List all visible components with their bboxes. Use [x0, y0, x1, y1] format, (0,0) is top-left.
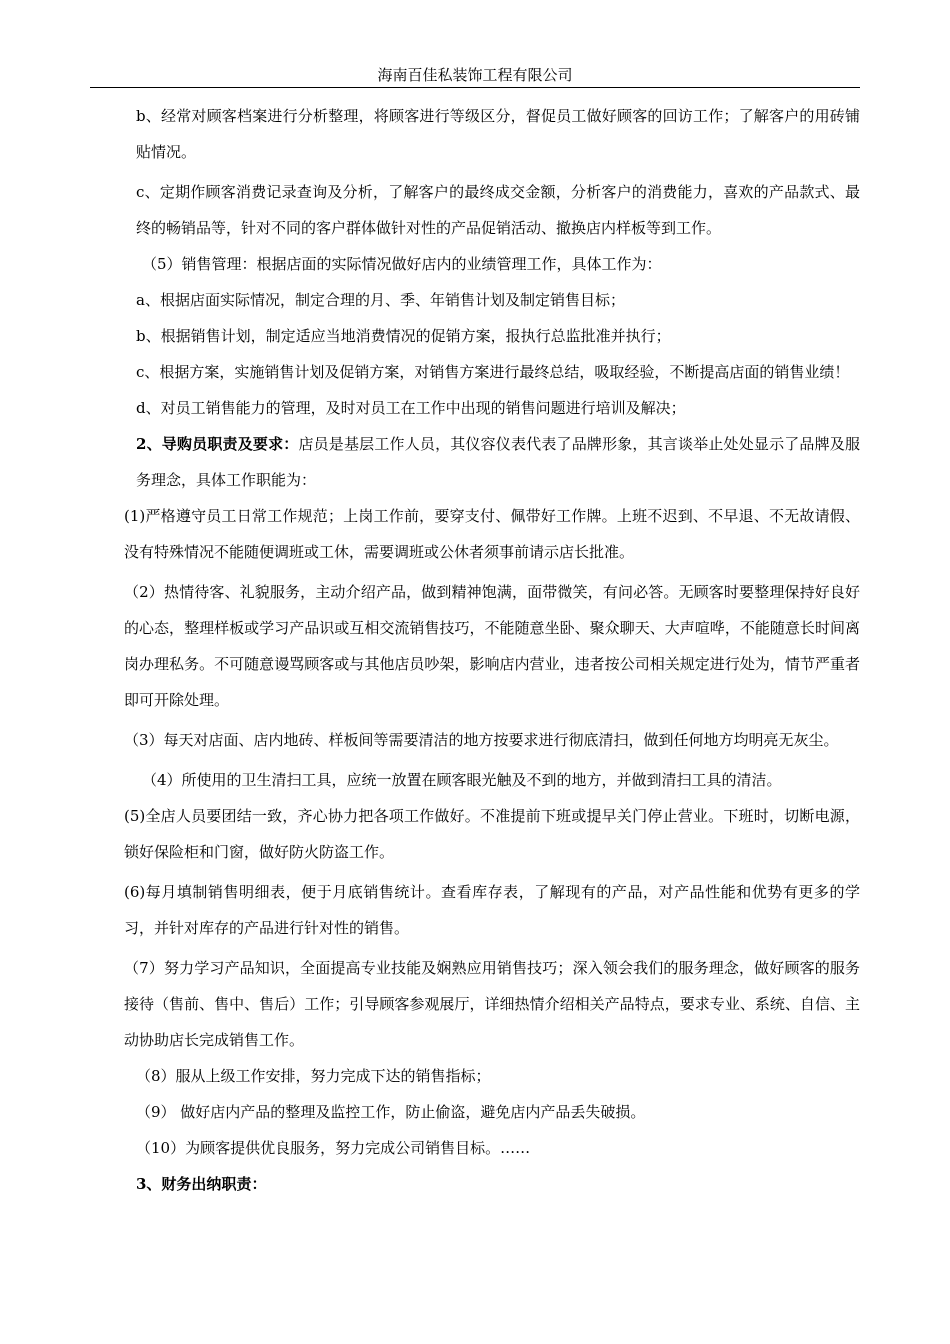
- paragraph-5-sales-management: （5）销售管理：根据店面的实际情况做好店内的业绩管理工作，具体工作为：: [142, 255, 662, 273]
- paragraph-b-customer-records: b、经常对顾客档案进行分析整理，将顾客进行等级区分，督促员工做好顾客的回访工作；了解客户的用砖铺贴情况。: [136, 107, 860, 161]
- section-heading-cashier: 3、财务出纳职责：: [136, 1175, 267, 1193]
- paragraph-2-service-attitude: （2）热情待客、礼貌服务，主动介绍产品，做到精神饱满，面带微笑，有问必答。无顾客时要整理保持好良好的心态，整理样板或学习产品识或互相交流销售技巧，不能随意坐卧、聚众聊天、大声喧哗，不能随意长时间离岗办理私务。不可随意谩骂顾客或与其他店员吵架，影响店内营业，违者按公司相关规定进行处为，情节严重者即可开除处理。: [124, 583, 860, 709]
- header-divider: [90, 87, 860, 88]
- paragraph-6-sales-report: (6)每月填制销售明细表，便于月底销售统计。查看库存表，了解现有的产品，对产品性能和优势有更多的学习，并针对库存的产品进行针对性的销售。: [124, 883, 860, 937]
- paragraph-3-cleaning: （3）每天对店面、店内地砖、样板间等需要清洁的地方按要求进行彻底清扫，做到任何地方均明亮无灰尘。: [124, 731, 839, 749]
- paragraph-a-sales-plan: a、根据店面实际情况，制定合理的月、季、年销售计划及制定销售目标；: [136, 291, 625, 309]
- paragraph-d-staff-training: d、对员工销售能力的管理，及时对员工在工作中出现的销售问题进行培训及解决；: [136, 399, 686, 417]
- section-intro-text: 店员是基层工作人员，其仪容仪表代表了品牌形象，其言谈举止处处显示了品牌及服务理念，具体工作职能为：: [136, 435, 860, 489]
- paragraph-5-teamwork: (5)全店人员要团结一致，齐心协力把各项工作做好。不准提前下班或提早关门停止营业。下班时，切断电源，锁好保险柜和门窗，做好防火防盗工作。: [124, 807, 860, 861]
- paragraph-4-cleaning-tools: （4）所使用的卫生清扫工具，应统一放置在顾客眼光触及不到的地方，并做到清扫工具的清洁。: [142, 771, 782, 789]
- paragraph-8-obey-arrangement: （8）服从上级工作安排，努力完成下达的销售指标；: [136, 1067, 491, 1085]
- document-body: [124, 98, 860, 1202]
- paragraph-1-work-rules: (1)严格遵守员工日常工作规范；上岗工作前，要穿支付、佩带好工作牌。上班不迟到、不早退、不无故请假、没有特殊情况不能随便调班或工休，需要调班或公休者须事前请示店长批准。: [124, 507, 860, 561]
- paragraph-7-product-knowledge: （7）努力学习产品知识，全面提高专业技能及娴熟应用销售技巧；深入领会我们的服务理念，做好顾客的服务接待（售前、售中、售后）工作；引导顾客参观展厅，详细热情介绍相关产品特点，要求专业、系统、自信、主动协助店长完成销售工作。: [124, 959, 860, 1049]
- paragraph-10-quality-service: （10）为顾客提供优良服务，努力完成公司销售目标。……: [136, 1139, 531, 1157]
- section-heading-shopping-guide: 2、导购员职责及要求：: [136, 435, 299, 453]
- paragraph-c-consumption-analysis: c、定期作顾客消费记录查询及分析，了解客户的最终成交金额，分析客户的消费能力，喜欢的产品款式、最终的畅销品等，针对不同的客户群体做针对性的产品促销活动、撤换店内样板等到工作。: [136, 183, 860, 237]
- page-header-title: 海南百佳私装饰工程有限公司: [377, 66, 573, 84]
- paragraph-9-product-monitoring: （9） 做好店内产品的整理及监控工作，防止偷盗，避免店内产品丢失破损。: [136, 1103, 646, 1121]
- paragraph-b-promotion-plan: b、根据销售计划，制定适应当地消费情况的促销方案，报执行总监批准并执行；: [136, 327, 671, 345]
- paragraph-shopping-guide-duties: [136, 426, 860, 498]
- paragraph-c-execute-plan: c、根据方案，实施销售计划及促销方案，对销售方案进行最终总结，吸取经验，不断提高店面的销售业绩！: [136, 363, 850, 381]
